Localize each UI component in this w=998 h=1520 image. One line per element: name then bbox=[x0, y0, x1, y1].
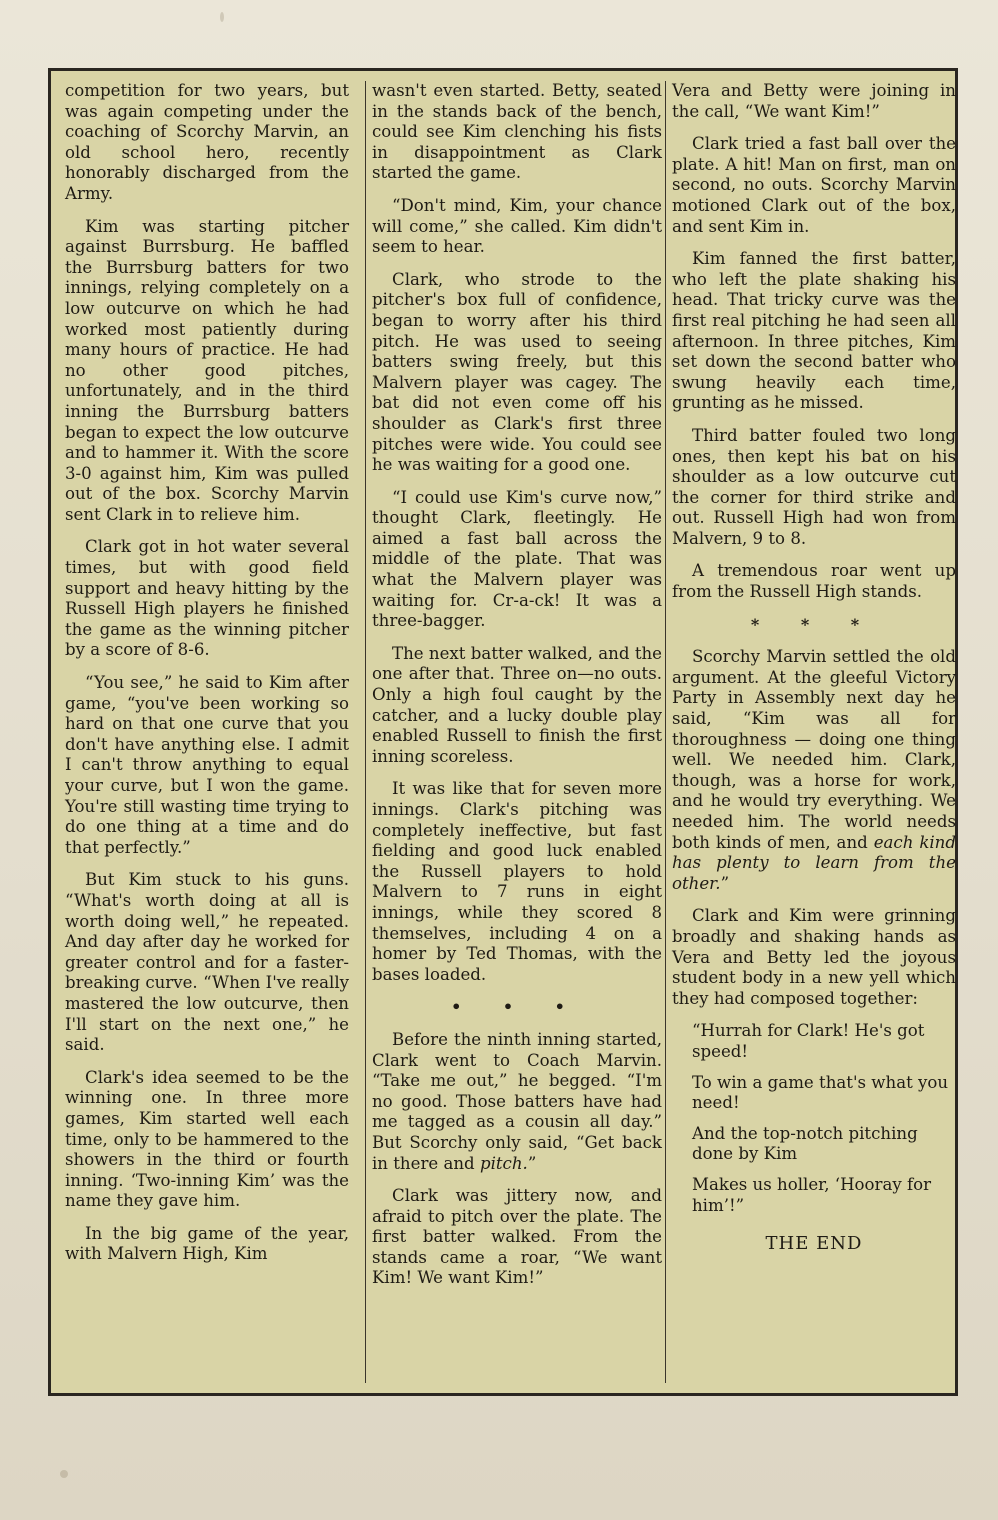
column-1 bbox=[65, 81, 349, 1383]
paragraph: Kim fanned the first batter, who left the plate shaking his head. That tricky curve was the first real pitching he had seen all afternoon. In three pitches, Kim set down the second batter who swung heavily each time, grunting as he missed. bbox=[672, 249, 956, 413]
paragraph: Clark and Kim were grinning broadly and shaking hands as Vera and Betty led the joyous student body in a new yell which they had composed together: bbox=[672, 906, 956, 1008]
section-separator: • • • bbox=[451, 997, 583, 1017]
paragraph: In the big game of the year, with Malvern High, Kim bbox=[65, 1223, 349, 1264]
column-2 bbox=[365, 81, 662, 1383]
paragraph: Clark's idea seemed to be the winning one. In three more games, Kim started well each time, only to be hammered to the showers in the third or fourth inning. ‘Two-inning Kim’ was the name they gave him. bbox=[65, 1067, 349, 1211]
section-separator: * * * bbox=[750, 614, 878, 634]
emphasis: pitch. bbox=[479, 1153, 528, 1173]
paragraph: wasn't even started. Betty, seated in the stands back of the bench, could see Kim clenching his fists in disappointment as Clark started the game. bbox=[372, 81, 662, 183]
paragraph: Third batter fouled two long ones, then kept his bat on his shoulder as a low outcurve cut the corner for third strike and out. Russell High had won from Malvern, 9 to 8. bbox=[672, 425, 956, 548]
paragraph: The next batter walked, and the one after that. Three on—no outs. Only a high foul caught by the catcher, and a lucky double play enabled Russell to finish the first inning scoreless. bbox=[372, 643, 662, 766]
paragraph: Clark got in hot water several times, but with good field support and heavy hitting by the Russell High players he finished the game as the winning pitcher by a score of 8-6. bbox=[65, 537, 349, 660]
yell-line: “Hurrah for Clark! He's got speed! bbox=[692, 1021, 925, 1061]
paragraph: But Kim stuck to his guns. “What's worth doing at all is worth doing well,” he repeated. And day after day he worked for greater control and for a faster-breaking curve. “When I've really mastered the low outcurve, then I'll start on the next one,” he said. bbox=[65, 870, 349, 1055]
paragraph: Clark, who strode to the pitcher's box full of confidence, began to worry after his third pitch. He was used to seeing batters swing freely, but this Malvern player was cagey. The bat did not even come off his shoulder as Clark's first three pitches were wide. You could see he was waiting for a good one. bbox=[372, 269, 662, 475]
yell-line: To win a game that's what you need! bbox=[692, 1072, 949, 1113]
column-3 bbox=[665, 81, 956, 1383]
emphasis: each kind has plenty to learn from the other. bbox=[672, 832, 956, 893]
paragraph: “I could use Kim's curve now,” thought Clark, fleetingly. He aimed a fast ball across the middle of the plate. That was what the Malvern player was waiting for. Cr-a-ck! It was a three-bagger. bbox=[372, 487, 662, 631]
paragraph: Clark was jittery now, and afraid to pitch over the plate. The first batter walked. From the stands came a roar, “We want Kim! We want Kim!” bbox=[372, 1186, 662, 1288]
quote-close: ” bbox=[720, 873, 730, 893]
paragraph: Vera and Betty were joining in the call, “We want Kim!” bbox=[672, 81, 956, 121]
paragraph: “Don't mind, Kim, your chance will come,” she called. Kim didn't seem to hear. bbox=[372, 195, 662, 257]
quote-close: ” bbox=[527, 1153, 537, 1173]
text-panel bbox=[48, 68, 958, 1396]
paragraph: “You see,” he said to Kim after game, “you've been working so hard on that one curve that you don't have anything else. I admit I can't throw anything to equal your curve, but I won the game. You're still wasting time trying to do one thing at a time and do that perfectly.” bbox=[65, 673, 349, 857]
paragraph: A tremendous roar went up from the Russell High stands. bbox=[672, 561, 956, 602]
paragraph bbox=[672, 647, 956, 894]
the-end-label: THE END bbox=[765, 1233, 863, 1255]
paragraph: competition for two years, but was again competing under the coaching of Scorchy Marvin, an old school hero, recently honorably discharged from the Army. bbox=[65, 81, 349, 203]
paragraph-text: Before the ninth inning started, Clark went to Coach Marvin. “Take me out,” he begged. “I'm no good. Those batters have had me tagged as a cousin all day.” But Scorchy only said, “Get back in there and bbox=[372, 1029, 662, 1173]
paragraph-text: Scorchy Marvin settled the old argument. At the gleeful Victory Party in Assembly next day he said, “Kim was all for thoroughness — doing one thing well. We needed him. Clark, though, was a horse for work, and he would try everything. We needed him. The world needs both kinds of men, and bbox=[672, 647, 956, 852]
paper-blemish bbox=[60, 1470, 68, 1478]
paragraph: Kim was starting pitcher against Burrsburg. He baffled the Burrsburg batters for two innings, relying completely on a low outcurve on which he had worked most patiently during many hours of practice. He had no other good pitches, unfortunately, and in the third inning the Burrsburg batters began to expect the low outcurve and to hammer it. With the score 3-0 against him, Kim was pulled out of the box. Scorchy Marvin sent Clark in to relieve him. bbox=[65, 216, 349, 524]
paper-blemish bbox=[220, 12, 224, 22]
paragraph bbox=[372, 1030, 662, 1174]
paragraph: It was like that for seven more innings. Clark's pitching was completely ineffective, but fast fielding and good luck enabled the Russell players to hold Malvern to 7 runs in eight innings, while they scored 8 themselves, including 4 on a homer by Ted Thomas, with the bases loaded. bbox=[372, 779, 662, 984]
yell-line: And the top-notch pitching done by Kim bbox=[692, 1123, 918, 1164]
paragraph: Clark tried a fast ball over the plate. A hit! Man on first, man on second, no outs. Scorchy Marvin motioned Clark out of the box, and sent Kim in. bbox=[672, 134, 956, 236]
yell-line: Makes us holler, ‘Hooray for him’!” bbox=[692, 1174, 932, 1215]
